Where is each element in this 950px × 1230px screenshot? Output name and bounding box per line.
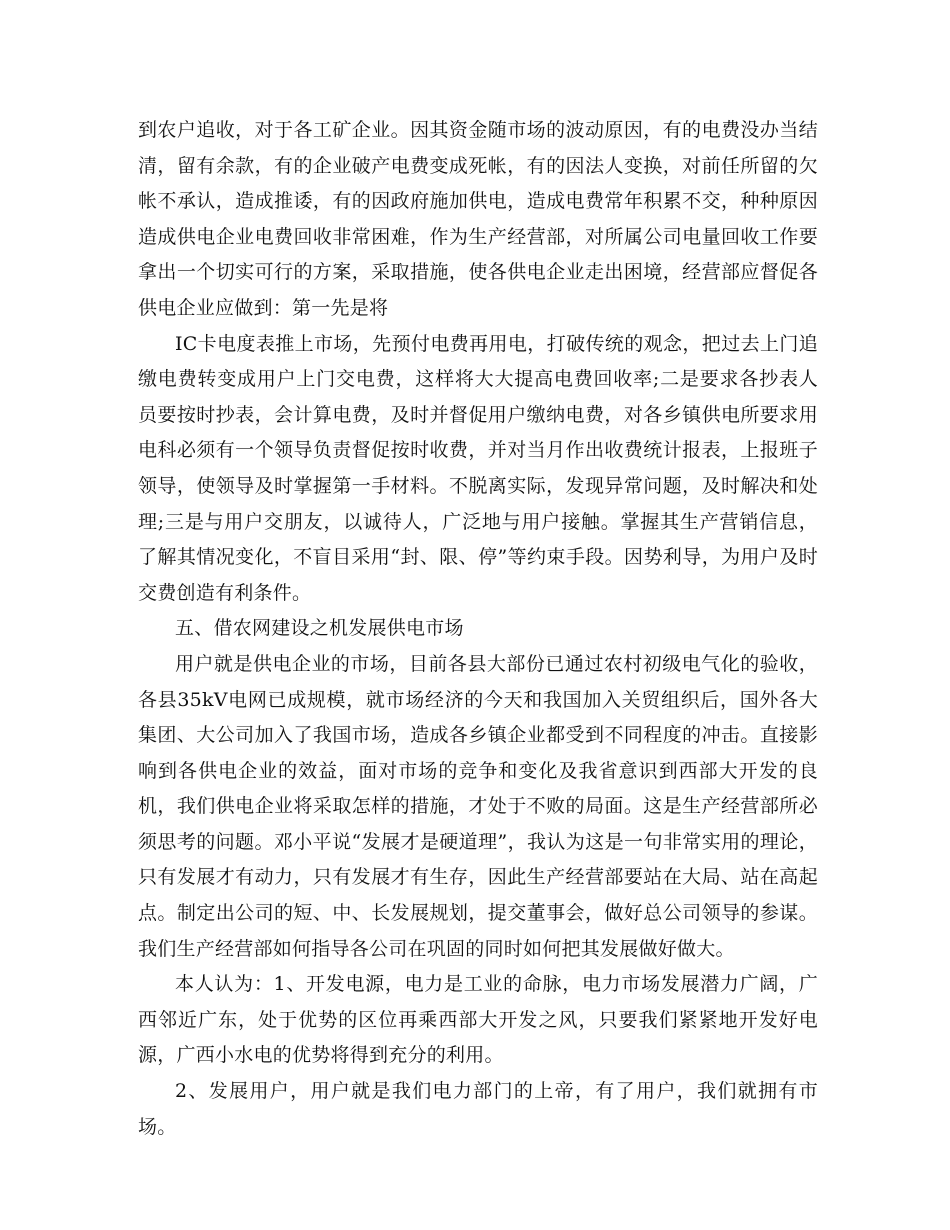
document-page	[138, 113, 818, 1145]
paragraph-opinion: 本人认为：1、开发电源，电力是工业的命脉，电力市场发展潜力广阔，广西邻近广东，处于优势的区位再乘西部大开发之风，只要我们紧紧地开发好电源，广西小水电的优势将得到充分的利用。	[138, 973, 818, 1067]
paragraph-continued: 到农户追收，对于各工矿企业。因其资金随市场的波动原因，有的电费没办当结清，留有余款，有的企业破产电费变成死帐，有的因法人变换，对前任所留的欠帐不承认，造成推诿，有的因政府施加供电，造成电费常年积累不交，种种原因造成供电企业电费回收非常困难，作为生产经营部，对所属公司电量回收工作要拿出一个切实可行的方案，采取措施，使各供电企业走出困境，经营部应督促各供电企业应做到：第一先是将	[138, 119, 818, 319]
paragraph-market: 用户就是供电企业的市场，目前各县大部份已通过农村初级电气化的验收，各县35kV电网已成规模，就市场经济的今天和我国加入关贸组织后，国外各大集团、大公司加入了我国市场，造成各乡镇企业都受到不同程度的冲击。直接影响到各供电企业的效益，面对市场的竞争和变化及我省意识到西部大开发的良机，我们供电企业将采取怎样的措施，才处于不败的局面。这是生产经营部所必须思考的问题。邓小平说“发展才是硬道理”，我认为这是一句非常实用的理论，只有发展才有动力，只有发展才有生存，因此生产经营部要站在大局、站在高起点。制定出公司的短、中、长发展规划，提交董事会，做好总公司领导的参谋。我们生产经营部如何指导各公司在巩固的同时如何把其发展做好做大。	[138, 652, 818, 960]
paragraph-ic-card: IC卡电度表推上市场，先预付电费再用电，打破传统的观念，把过去上门追缴电费转变成用户上门交电费，这样将大大提高电费回收率;二是要求各抄表人员要按时抄表，会计算电费，及时并督促用户缴纳电费，对各乡镇供电所要求用电科必须有一个领导负责督促按时收费，并对当月作出收费统计报表，上报班子领导，使领导及时掌握第一手材料。不脱离实际，发现异常问题，及时解决和处理;三是与用户交朋友，以诚待人，广泛地与用户接触。掌握其生产营销信息，了解其情况变化，不盲目采用“封、限、停”等约束手段。因势利导，为用户及时交费创造有利条件。	[138, 332, 818, 604]
paragraph-develop-users: 2、发展用户，用户就是我们电力部门的上帝，有了用户，我们就拥有市场。	[138, 1080, 818, 1138]
section-heading: 五、借农网建设之机发展供电市场	[175, 617, 464, 640]
